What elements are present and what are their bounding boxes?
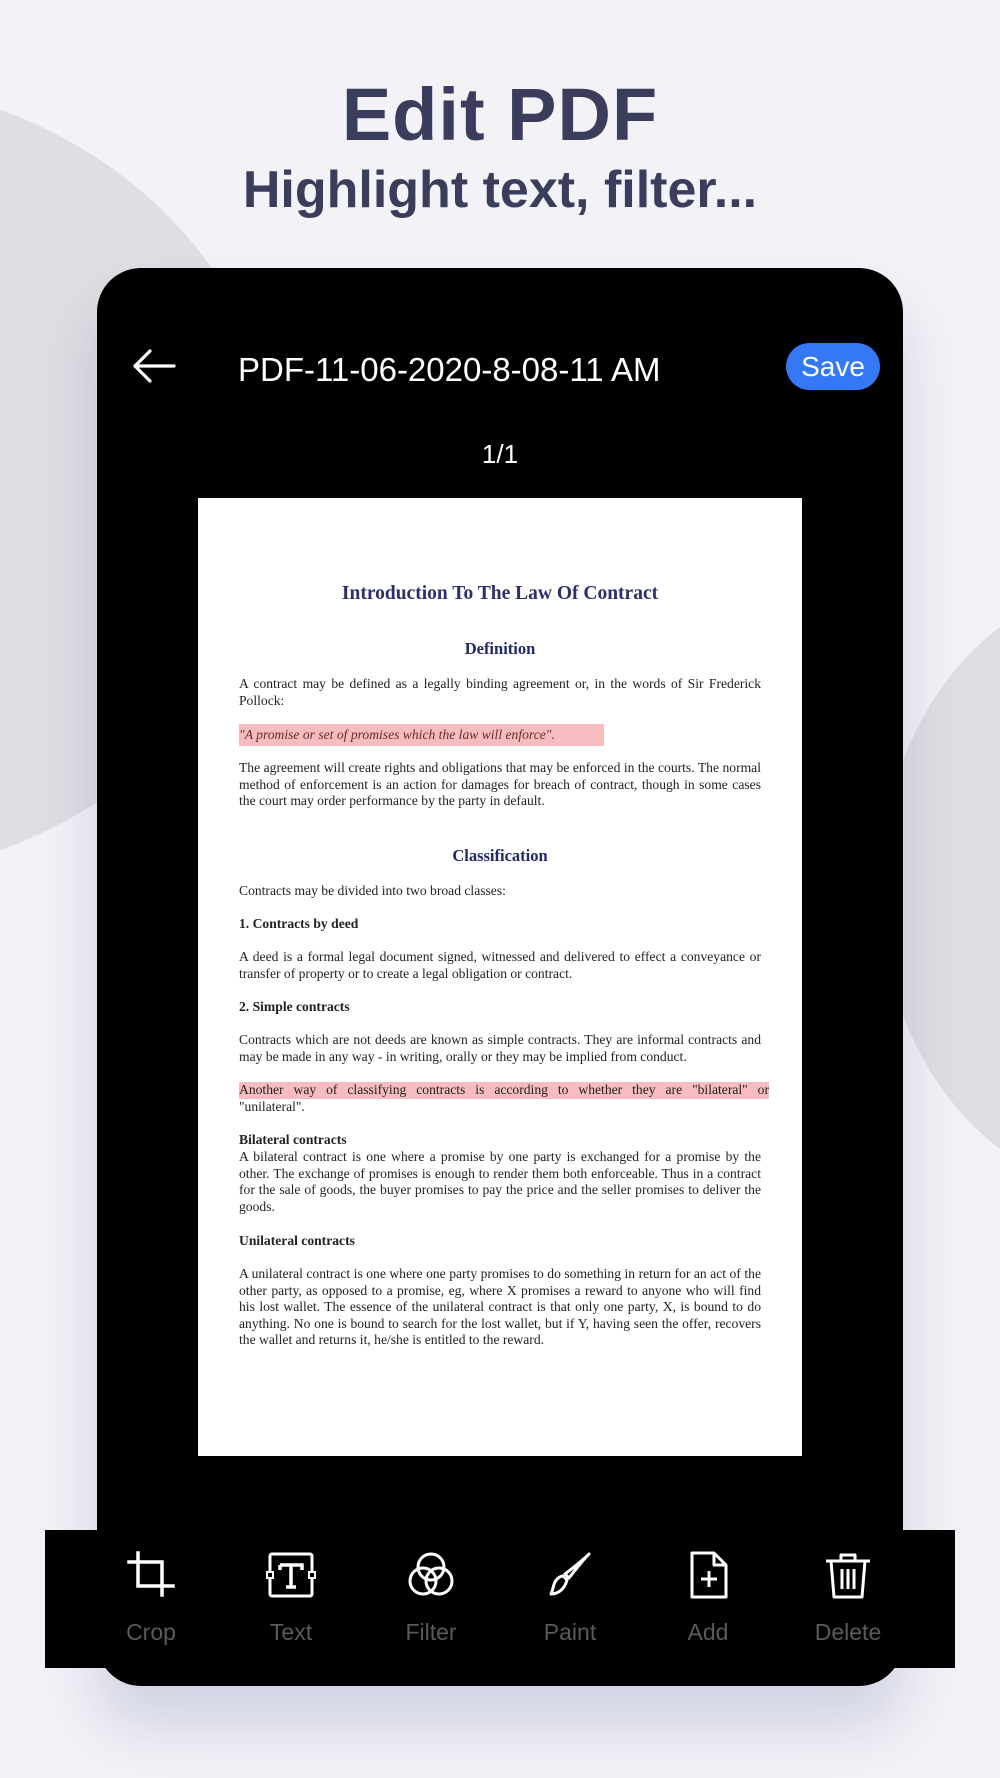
toolbar-add-label: Add xyxy=(687,1619,729,1645)
document-title: PDF-11-06-2020-8-08-11 AM xyxy=(238,351,661,388)
add-page-icon xyxy=(683,1550,733,1600)
doc-paragraph-another-rest: "unilateral". xyxy=(239,1098,305,1114)
toolbar-delete-label: Delete xyxy=(814,1619,882,1645)
brush-icon xyxy=(545,1550,595,1600)
doc-heading-definition: Definition xyxy=(464,639,536,658)
pdf-page[interactable] xyxy=(198,498,802,1456)
arrow-left-icon xyxy=(130,346,178,386)
toolbar-text-label: Text xyxy=(269,1619,313,1645)
doc-paragraph-agreement: The agreement will create rights and obligations that may be enforced in the courts. The normal method of enforcement is an action for damages for breach of contract, though in some cases the court may order performance by the party in default. xyxy=(239,760,761,809)
filter-circles-icon xyxy=(406,1550,456,1600)
promo-headline: Edit PDF xyxy=(341,73,659,156)
doc-subheading-simple: 2. Simple contracts xyxy=(239,999,350,1014)
doc-paragraph-deed: A deed is a formal legal document signed, witnessed and delivered to effect a conveyance or transfer of property or to create a legal obligation or contract. xyxy=(239,949,761,981)
toolbar-crop-button[interactable] xyxy=(91,1544,211,1654)
doc-paragraph-simple: Contracts which are not deeds are known as simple contracts. They are informal contracts and may be made in any way - in writing, orally or they may be implied from conduct. xyxy=(239,1032,761,1064)
doc-title: Introduction To The Law Of Contract xyxy=(341,583,659,604)
toolbar-paint-button[interactable] xyxy=(510,1544,630,1654)
doc-paragraph-bilateral: A bilateral contract is one where a promise by one party is exchanged for a promise by the other. The exchange of promises is enough to render them both enforceable. Thus in a contract for the sale of goods, the buyer promises to pay the price and the seller promises to deliver the goods. xyxy=(239,1149,761,1214)
save-button[interactable]: Save xyxy=(786,343,880,390)
doc-highlighted-quote: "A promise or set of promises which the law will enforce". xyxy=(239,724,604,746)
toolbar-crop-label: Crop xyxy=(126,1619,176,1645)
doc-subheading-deed: 1. Contracts by deed xyxy=(239,916,359,931)
back-button[interactable] xyxy=(130,346,178,386)
text-box-icon xyxy=(266,1550,316,1600)
toolbar-paint-label: Paint xyxy=(543,1619,597,1645)
doc-heading-classification: Classification xyxy=(452,846,548,865)
trash-icon xyxy=(823,1550,873,1600)
toolbar-delete-button[interactable] xyxy=(788,1544,908,1654)
toolbar-filter-button[interactable] xyxy=(371,1544,491,1654)
toolbar-text-button[interactable] xyxy=(231,1544,351,1654)
doc-subheading-unilateral: Unilateral contracts xyxy=(239,1233,355,1248)
doc-paragraph-definition: A contract may be defined as a legally binding agreement or, in the words of Sir Frederick Pollock: xyxy=(239,676,761,708)
toolbar-add-button[interactable] xyxy=(648,1544,768,1654)
doc-highlighted-line: Another way of classifying contracts is according to whether they are "bilateral" or xyxy=(239,1082,769,1097)
doc-subheading-bilateral: Bilateral contracts xyxy=(239,1132,347,1147)
doc-paragraph-unilateral: A unilateral contract is one where one party promises to do something in return for an act of the other party, as opposed to a promise, eg, where X promises a reward to anyone who will find his lost wallet. The essence of the unilateral contract is that only one party, X, is bound to do anything. No one is bound to search for the lost wallet, but if Y, having seen the offer, recovers the wallet and returns it, he/she is entitled to the reward. xyxy=(239,1266,761,1348)
doc-paragraph-another xyxy=(239,1082,769,1115)
promo-subhead: Highlight text, filter... xyxy=(242,161,758,219)
toolbar-filter-label: Filter xyxy=(405,1619,457,1645)
doc-paragraph-classes: Contracts may be divided into two broad classes: xyxy=(239,883,506,898)
crop-icon xyxy=(126,1550,176,1600)
page-indicator: 1/1 xyxy=(481,439,519,469)
